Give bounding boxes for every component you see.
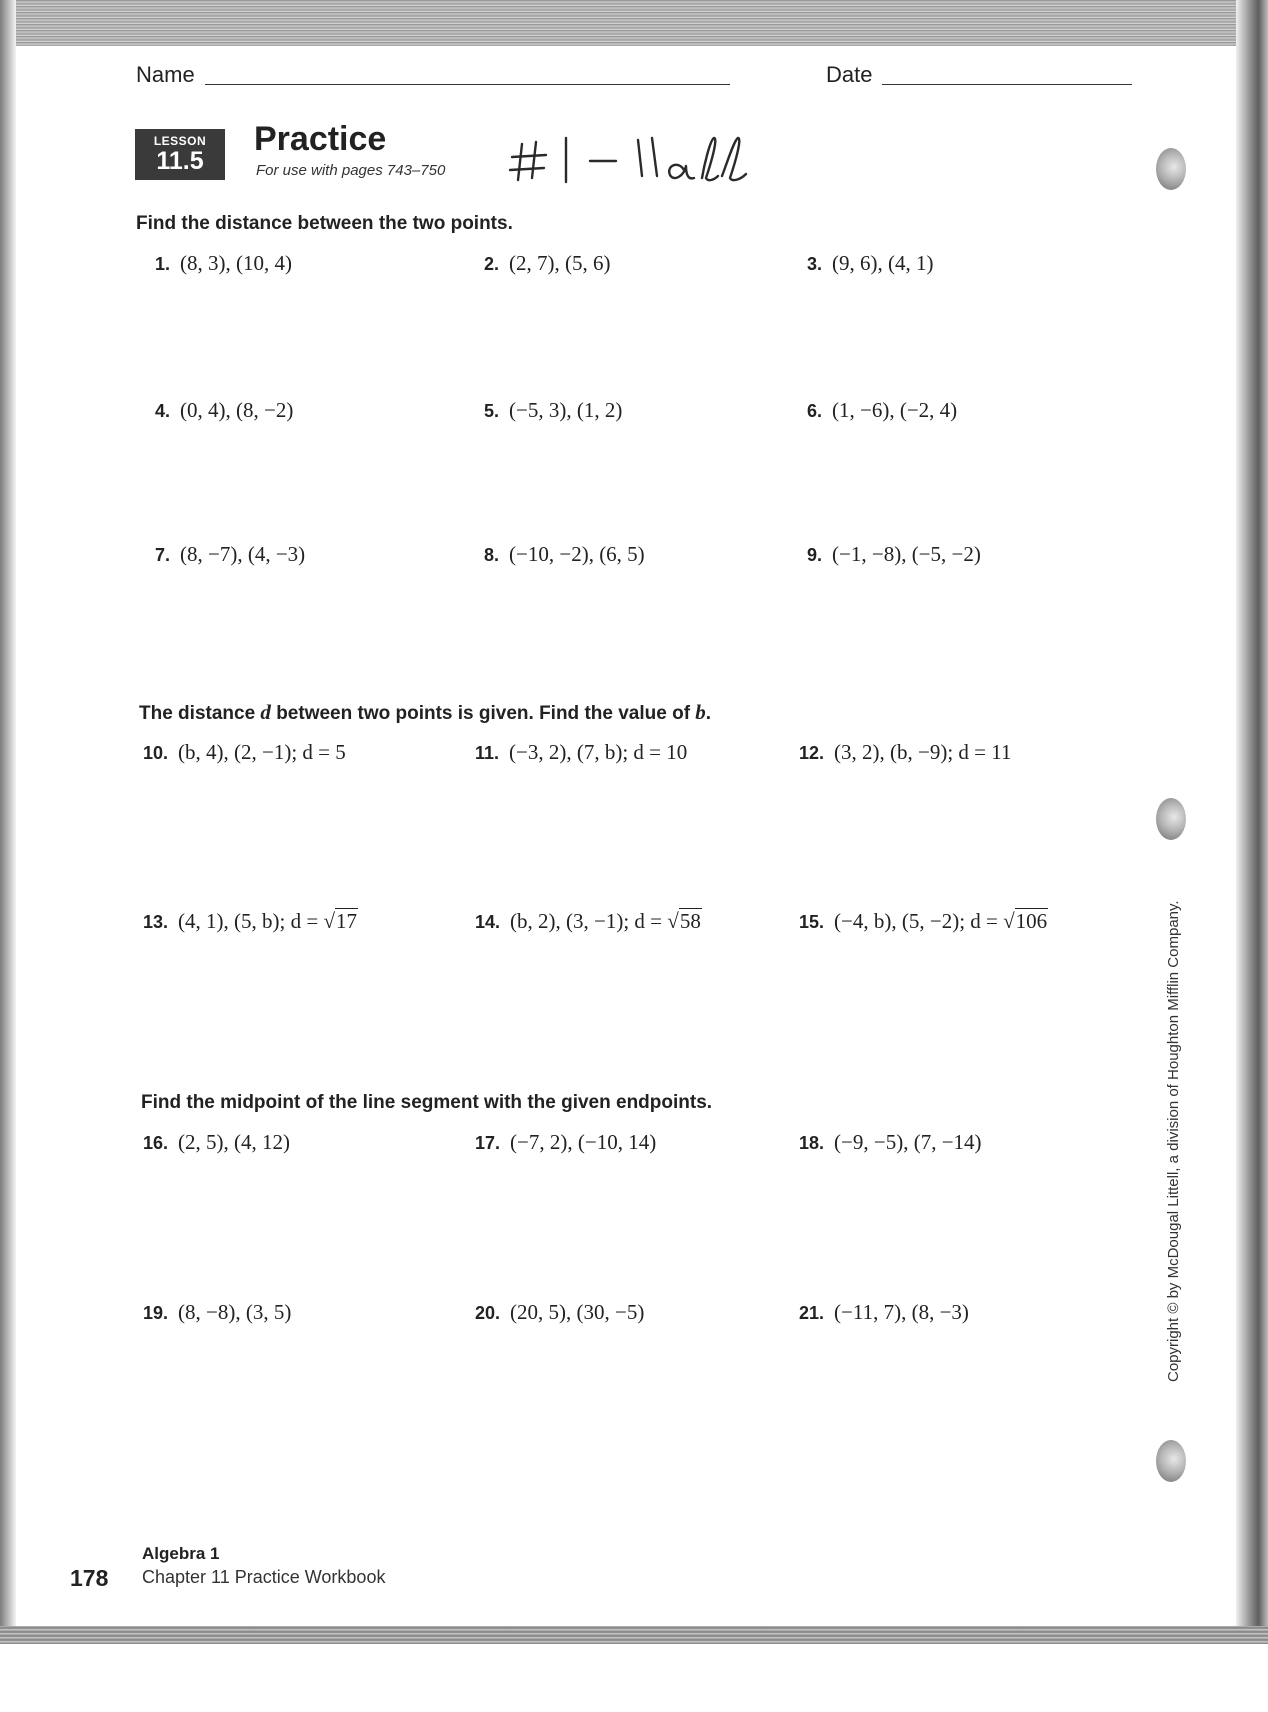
copyright-notice: Copyright © by McDougal Littell, a division of Houghton Mifflin Company. — [1165, 900, 1182, 1382]
name-line[interactable] — [205, 84, 730, 85]
date-line[interactable] — [882, 84, 1132, 85]
binder-hole-top — [1156, 148, 1186, 190]
problem-19: 19. (8, −8), (3, 5) — [143, 1300, 292, 1324]
problem-16: 16. (2, 5), (4, 12) — [143, 1130, 291, 1154]
section-title-midpoint: Find the midpoint of the line segment with the given endpoints. — [141, 1092, 713, 1113]
radical-58: √58 — [667, 909, 701, 933]
problem-8: 8. (−10, −2), (6, 5) — [484, 542, 645, 566]
radical-106: √106 — [1003, 909, 1048, 933]
problem-1: 1. (8, 3), (10, 4) — [155, 251, 292, 275]
problem-17: 17. (−7, 2), (−10, 14) — [475, 1130, 657, 1154]
lesson-badge — [135, 129, 225, 180]
scan-edge-bottom — [0, 1626, 1268, 1644]
handwritten-note — [508, 130, 778, 190]
section-title-distance: Find the distance between the two points. — [136, 213, 513, 234]
problem-14: 14. (b, 2), (3, −1); d = √58 — [475, 909, 701, 933]
problem-18: 18. (−9, −5), (7, −14) — [799, 1130, 982, 1154]
problem-13: 13. (4, 1), (5, b); d = √17 — [143, 909, 357, 933]
page-margin-bottom — [0, 1644, 1268, 1712]
problem-10: 10. (b, 4), (2, −1); d = 5 — [143, 740, 346, 764]
radical-17: √17 — [323, 909, 357, 933]
problem-4: 4. (0, 4), (8, −2) — [155, 398, 294, 422]
problem-7: 7. (8, −7), (4, −3) — [155, 542, 306, 566]
problem-21: 21. (−11, 7), (8, −3) — [799, 1300, 969, 1324]
date-label: Date — [826, 62, 873, 87]
problem-11: 11. (−3, 2), (7, b); d = 10 — [475, 740, 688, 764]
problem-5: 5. (−5, 3), (1, 2) — [484, 398, 623, 422]
scan-edge-top — [0, 0, 1268, 46]
name-label: Name — [136, 62, 195, 87]
problem-2: 2. (2, 7), (5, 6) — [484, 251, 611, 275]
binder-hole-middle — [1156, 798, 1186, 840]
footer-chapter: Chapter 11 Practice Workbook — [142, 1567, 386, 1587]
scan-edge-right — [1236, 0, 1268, 1712]
problem-6: 6. (1, −6), (−2, 4) — [807, 398, 958, 422]
scan-edge-left — [0, 0, 16, 1712]
lesson-number: 11.5 — [156, 147, 204, 175]
section-title-find-b: The distance d between two points is given. Find the value of b. — [139, 700, 712, 724]
page-title: Practice — [254, 120, 387, 158]
problem-12: 12. (3, 2), (b, −9); d = 11 — [799, 740, 1012, 764]
binder-hole-bottom — [1156, 1440, 1186, 1482]
problem-15: 15. (−4, b), (5, −2); d = √106 — [799, 909, 1048, 933]
footer-book-title: Algebra 1 — [142, 1544, 220, 1563]
problem-20: 20. (20, 5), (30, −5) — [475, 1300, 645, 1324]
problem-3: 3. (9, 6), (4, 1) — [807, 251, 934, 275]
problem-9: 9. (−1, −8), (−5, −2) — [807, 542, 981, 566]
page-number: 178 — [70, 1565, 109, 1591]
lesson-label: LESSON — [153, 134, 207, 148]
page-subtitle: For use with pages 743–750 — [256, 162, 446, 179]
